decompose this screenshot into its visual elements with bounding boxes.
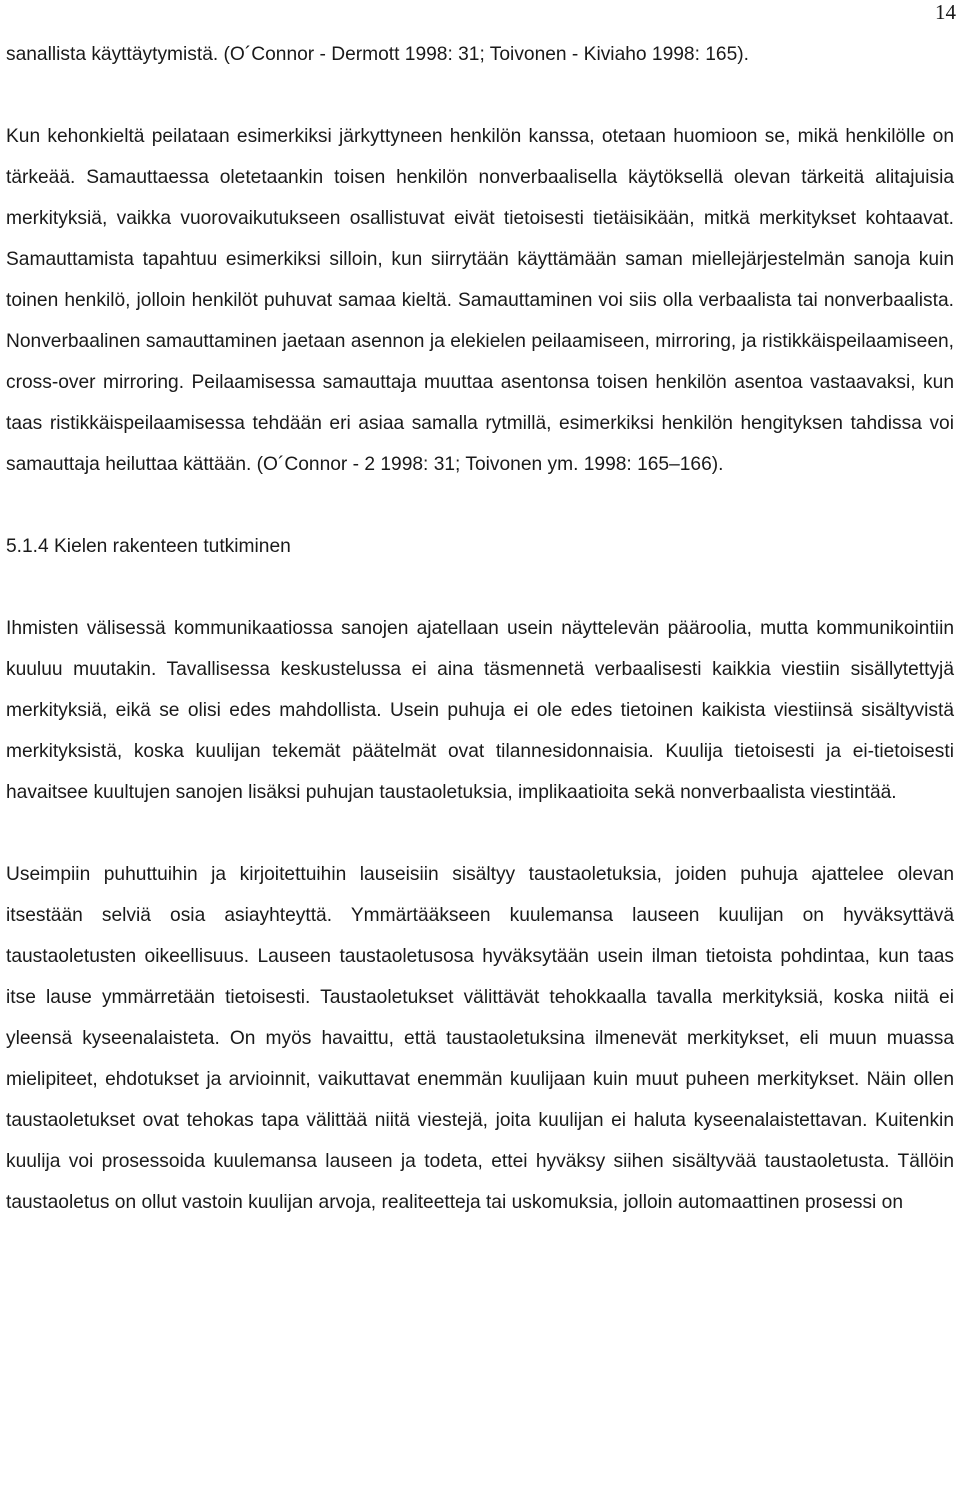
- paragraph-presuppositions: Useimpiin puhuttuihin ja kirjoitettuihin lauseisiin sisältyy taustaoletuksia, joiden puhuja ajattelee olevan itsestään selviä osia asiayhteyttä. Ymmärtääkseen kuulemansa lauseen kuulijan on hyväksyttävä taustaoletusten oikeellisuus. Lauseen taustaoletusosa hyväksytään usein ilman tietoista pohdintaa, kun taas itse lause ymmärretään tietoisesti. Taustaoletukset välittävät tehokkaalla tavalla merkityksiä, koska niitä ei yleensä kyseenalaisteta. On myös havaittu, että taustaoletuksina ilmenevät merkitykset, eli muun muassa mielipiteet, ehdotukset ja arvioinnit, vaikuttavat enemmän kuulijaan kuin muut puheen merkitykset. Näin ollen taustaoletukset ovat tehokas tapa välittää niitä viestejä, joita kuulijan ei haluta kyseenalaistettavan. Kuitenkin kuulija voi prosessoida kuulemansa lauseen ja todeta, ettei hyväksy siihen sisältyvää taustaoletusta. Tällöin taustaoletus on ollut vastoin kuulijan arvoja, realiteetteja tai uskomuksia, jolloin automaattinen prosessi on: [6, 864, 954, 1213]
- paragraph-mirroring: Kun kehonkieltä peilataan esimerkiksi järkyttyneen henkilön kanssa, otetaan huomioon se, mikä henkilölle on tärkeää. Samauttaessa oletetaankin toisen henkilön nonverbaalisella käytöksellä olevan tärkeitä alitajuisia merkityksiä, vaikka vuorovaikutukseen osallistuvat eivät tietoisesti tietäisikään, mitkä merkitykset kohtaavat. Samauttamista tapahtuu esimerkiksi silloin, kun siirrytään käyttämään saman miellejärjestelmän sanoja kuin toinen henkilö, jolloin henkilöt puhuvat samaa kieltä. Samauttaminen voi siis olla verbaalista tai nonverbaalista. Nonverbaalinen samauttaminen jaetaan asennon ja elekielen peilaamiseen, mirroring, ja ristikkäispeilaamiseen, cross-over mirroring. Peilaamisessa samauttaja muuttaa asentonsa toisen henkilön asentoa vastaavaksi, kun taas ristikkäispeilaamisessa tehdään eri asiaa samalla rytmillä, esimerkiksi henkilön hengityksen tahdissa voi samauttaja heiluttaa kättään. (O´Connor - 2 1998: 31; Toivonen ym. 1998: 165–166).: [6, 126, 954, 475]
- paragraph-continuation: sanallista käyttäytymistä. (O´Connor - Dermott 1998: 31; Toivonen - Kiviaho 1998: 165).: [6, 44, 749, 65]
- document-body: [6, 34, 954, 1223]
- page-number: 14: [935, 0, 956, 24]
- section-heading: 5.1.4 Kielen rakenteen tutkiminen: [6, 536, 291, 557]
- paragraph-communication: Ihmisten välisessä kommunikaatiossa sanojen ajatellaan usein näyttelevän pääroolia, mutta kommunikointiin kuuluu muutakin. Tavallisessa keskustelussa ei aina täsmennetä verbaalisesti kaikkia viestiin sisällytettyjä merkityksiä, eikä se olisi edes mahdollista. Usein puhuja ei ole edes tietoinen kaikista viestiinsä sisältyvistä merkityksistä, koska kuulijan tekemät päätelmät ovat tilannesidonnaisia. Kuulija tietoisesti ja ei-tietoisesti havaitsee kuultujen sanojen lisäksi puhujan taustaoletuksia, implikaatioita sekä nonverbaalista viestintää.: [6, 618, 954, 803]
